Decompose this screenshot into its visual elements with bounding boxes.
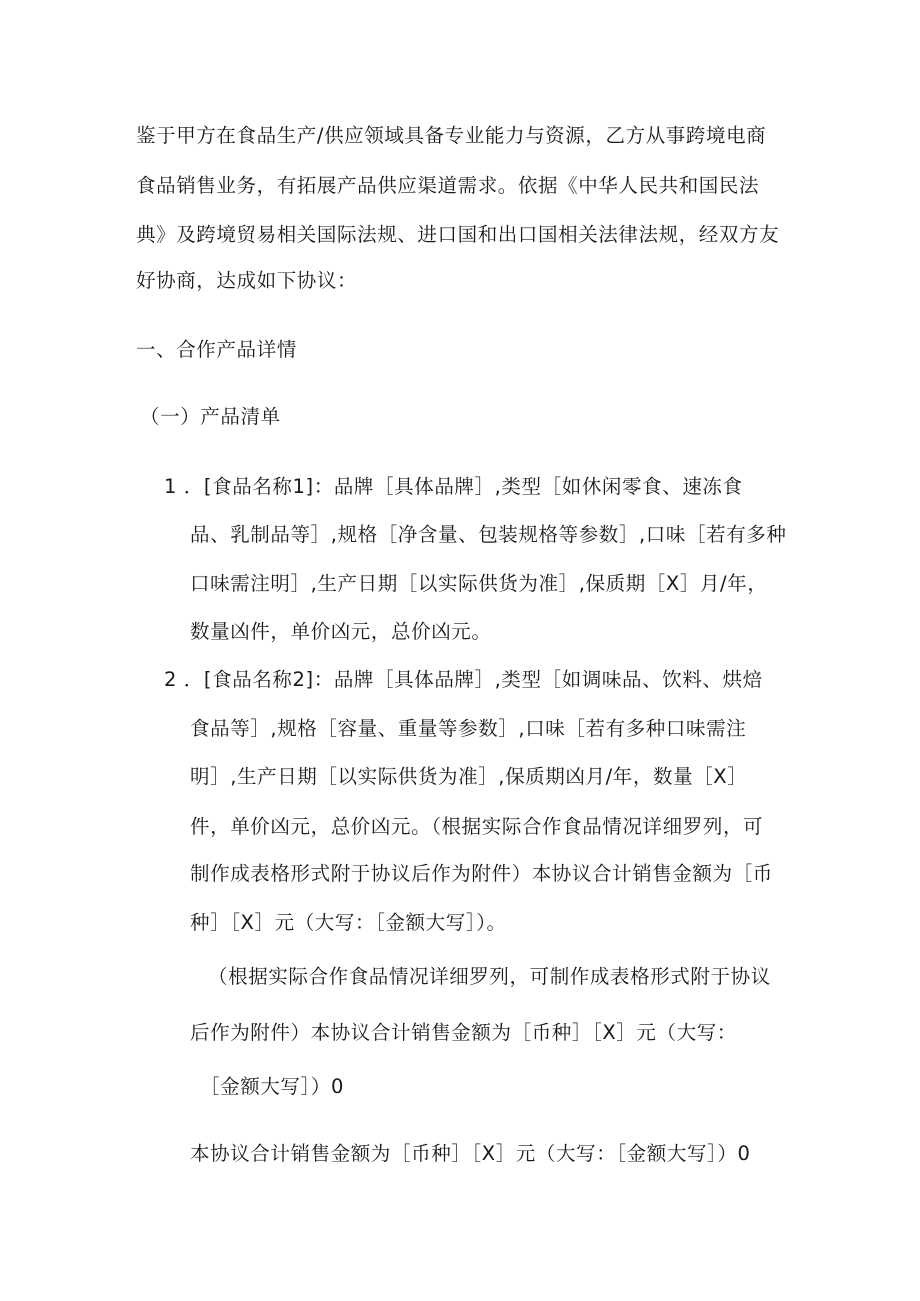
note-line-3: ［金额大写］）0 <box>200 1075 344 1098</box>
item-2-line-3: 明］,生产日期［以实际供货为准］,保质期凶月/年，数量［X］ <box>190 765 748 788</box>
note-line-1: （根据实际合作食品情况详细罗列，可制作成表格形式附于协议 <box>208 965 771 988</box>
intro-line-4: 好协商，达成如下协议： <box>136 269 358 292</box>
total-amount-line: 本协议合计销售金额为［币种］［X］元（大写：［金额大写］）0 <box>190 1142 751 1165</box>
item-2-line-2: 食品等］,规格［容量、重量等参数］,口味［若有多种口味需注 <box>190 717 747 740</box>
item-1-line-3: 口味需注明］,生产日期［以实际供货为准］,保质期［X］月/年， <box>190 572 768 595</box>
item-2-line-5: 制作成表格形式附于协议后作为附件）本协议合计销售金额为［币 <box>190 862 773 885</box>
item-2-line-6: 种］［X］元（大写：［金额大写］）。 <box>190 911 507 934</box>
item-2-line-4: 件，单价凶元，总价凶元。（根据实际合作食品情况详细罗列，可 <box>190 815 764 838</box>
item-1-line-1: 1 ．[食品名称1]：品牌［具体品牌］,类型［如休闲零食、速冻食 <box>164 475 743 498</box>
intro-line-1: 鉴于甲方在食品生产/供应领域具备专业能力与资源，乙方从事跨境电商 <box>136 124 767 147</box>
item-2-line-1: 2 ．[食品名称2]：品牌［具体品牌］,类型［如调味品、饮料、烘焙 <box>164 668 763 691</box>
section-title: 一、合作产品详情 <box>136 338 297 361</box>
item-1-line-4: 数量凶件，单价凶元，总价凶元。 <box>190 620 492 643</box>
intro-line-3: 典》及跨境贸易相关国际法规、进口国和出口国相关法律法规，经双方友 <box>136 223 780 246</box>
note-line-2: 后作为附件）本协议合计销售金额为［币种］［X］元（大写： <box>190 1021 737 1044</box>
subsection-title: （一）产品清单 <box>140 405 281 428</box>
intro-line-2: 食品销售业务，有拓展产品供应渠道需求。依据《中华人民共和国民法 <box>136 174 760 197</box>
item-1-line-2: 品、乳制品等］,规格［净含量、包装规格等参数］,口味［若有多种 <box>190 523 787 546</box>
